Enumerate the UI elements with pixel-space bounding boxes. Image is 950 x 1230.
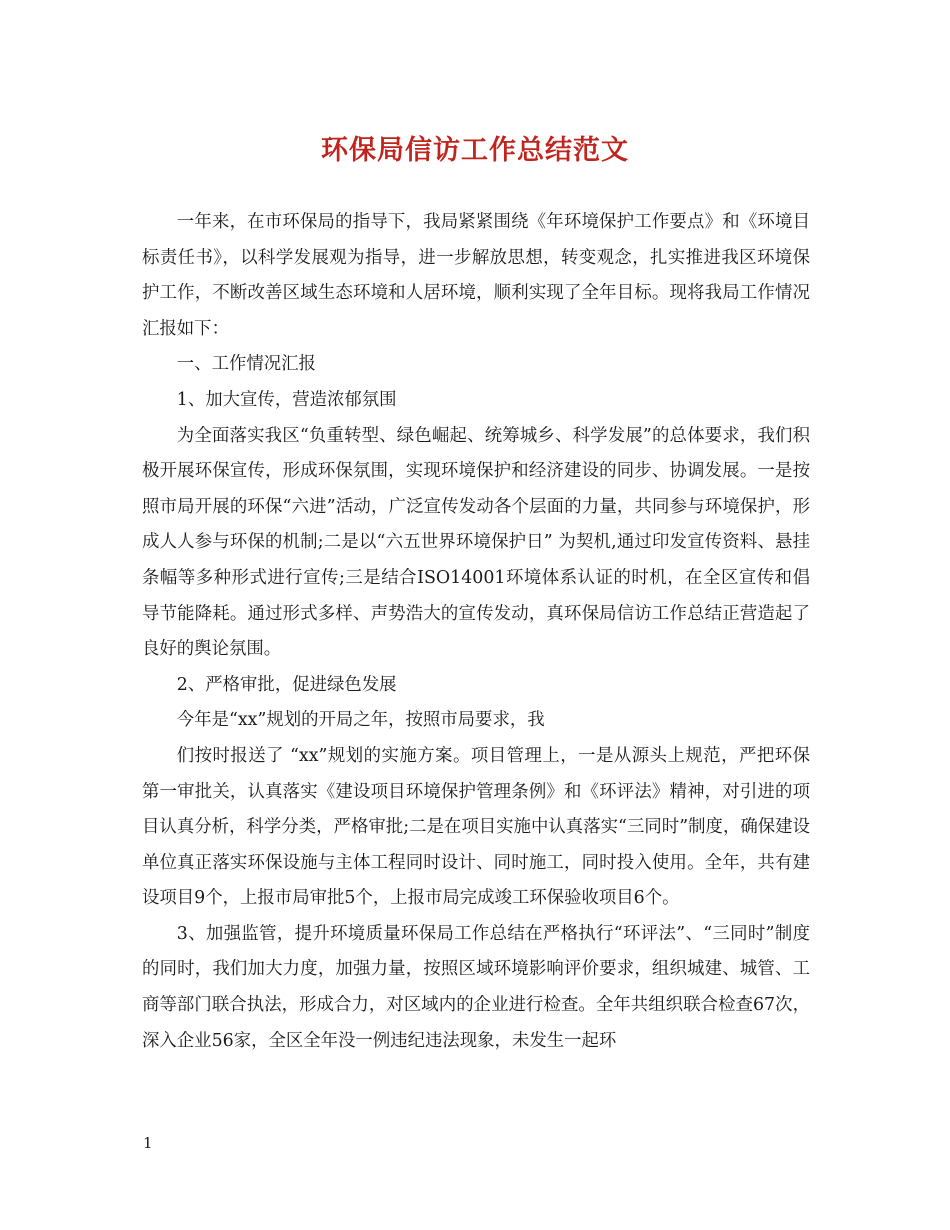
section-heading-1: 一、工作情况汇报	[176, 354, 316, 375]
subheading-publicity: 1、加大宣传，营造浓郁氛围	[176, 389, 397, 410]
body-paragraph-supervision: 3、加强监管，提升环境质量环保局工作总结在严格执行“环评法”、“三同时”制度的同时，我们加大力度，加强力量，按照区域环境影响评价要求，组织城建、城管、工商等部门联合执法，形成合力，对区域内的企业进行检查。全年共组织联合检查67次，深入企业56家，全区全年没一例违纪违法现象，未发生一起环	[142, 923, 810, 1051]
document-body	[142, 205, 810, 1059]
page-number: 1	[143, 1134, 153, 1152]
subheading-approval: 2、严格审批，促进绿色发展	[176, 674, 397, 695]
body-paragraph-approval-cont: 们按时报送了 “xx”规划的实施方案。项目管理上，一是从源头上规范，严把环保第一审批关，认真落实《建设项目环境保护管理条例》和《环评法》精神，对引进的项目认真分析，科学分类，严格审批;二是在项目实施中认真落实“三同时”制度，确保建设单位真正落实环保设施与主体工程同时设计、同时施工，同时投入使用。全年，共有建设项目9个，上报市局审批5个，上报市局完成竣工环保验收项目6个。	[142, 745, 810, 909]
document-title: 环保局信访工作总结范文	[321, 135, 629, 166]
body-paragraph-approval-start: 今年是“xx”规划的开局之年，按照市局要求，我	[176, 710, 545, 731]
body-paragraph-intro: 一年来，在市环保局的指导下，我局紧紧围绕《年环境保护工作要点》和《环境目标责任书》，以科学发展观为指导，进一步解放思想，转变观念，扎实推进我区环境保护工作，不断改善区域生态环境和人居环境，顺利实现了全年目标。现将我局工作情况汇报如下：	[142, 212, 810, 339]
body-paragraph-publicity: 为全面落实我区“负重转型、绿色崛起、统筹城乡、科学发展”的总体要求，我们积极开展环保宣传，形成环保氛围，实现环境保护和经济建设的同步、协调发展。一是按照市局开展的环保“六进”活动，广泛宣传发动各个层面的力量，共同参与环境保护，形成人人参与环保的机制;二是以“六五世界环境保护日” 为契机,通过印发宣传资料、悬挂条幅等多种形式进行宣传;三是结合ISO14001环境体系认证的时机，在全区宣传和倡导节能降耗。通过形式多样、声势浩大的宣传发动，真环保局信访工作总结正营造起了良好的舆论氛围。	[142, 425, 810, 660]
